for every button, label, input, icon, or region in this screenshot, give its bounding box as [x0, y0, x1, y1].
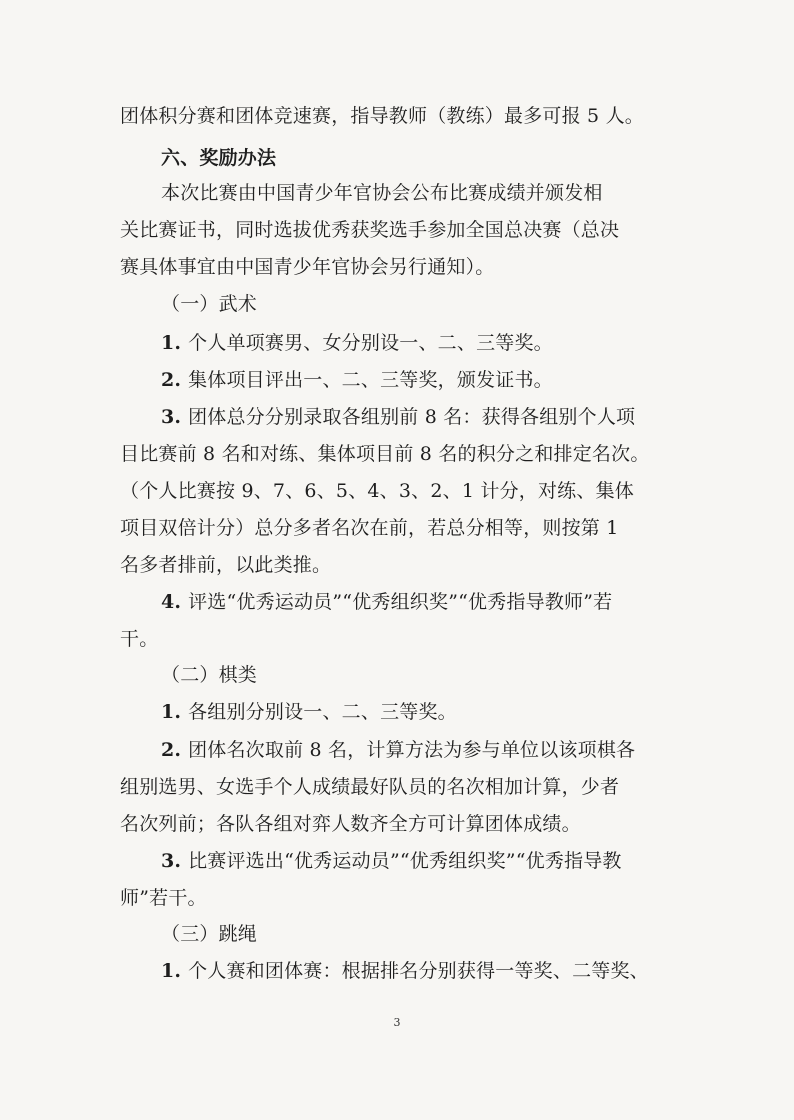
text-line: 目比赛前 8 名和对练、集体项目前 8 名的积分之和排定名次。	[120, 443, 650, 465]
section-heading: 六、奖励办法	[161, 147, 277, 169]
list-item: 4. 评选“优秀运动员”“优秀组织奖”“优秀指导教师”若	[161, 591, 613, 613]
text-line: （个人比赛按 9、7、6、5、4、3、2、1 计分，对练、集体	[120, 480, 634, 502]
text-line: 赛具体事宜由中国青少年官协会另行通知）。	[120, 256, 495, 278]
subheading: （二）棋类	[161, 664, 258, 686]
subheading: （三）跳绳	[161, 923, 258, 945]
list-item: 3. 团体总分分别录取各组别前 8 名：获得各组别个人项	[161, 406, 636, 428]
list-item: 2. 团体名次取前 8 名，计算方法为参与单位以该项棋各	[161, 739, 636, 761]
list-item: 3. 比赛评选出“优秀运动员”“优秀组织奖”“优秀指导教	[161, 850, 622, 872]
text-line: 项目双倍计分）总分多者名次在前，若总分相等，则按第 1	[120, 517, 619, 539]
text-line: 名多者排前，以此类推。	[120, 554, 332, 576]
list-item: 1. 各组别分别设一、二、三等奖。	[161, 701, 457, 723]
text-line: 干。	[120, 628, 159, 650]
page-number: 3	[393, 1016, 401, 1029]
text-line: 本次比赛由中国青少年官协会公布比赛成绩并颁发相	[161, 182, 603, 204]
list-item: 2. 集体项目评出一、二、三等奖，颁发证书。	[161, 369, 553, 391]
text-line: 师”若干。	[120, 887, 207, 909]
text-line: 关比赛证书，同时选拔优秀获奖选手参加全国总决赛（总决	[120, 219, 620, 241]
subheading: （一）武术	[161, 293, 258, 315]
list-item: 1. 个人赛和团体赛：根据排名分别获得一等奖、二等奖、	[161, 960, 649, 982]
text-line: 团体积分赛和团体竞速赛，指导教师（教练）最多可报 5 人。	[120, 105, 644, 127]
list-item: 1. 个人单项赛男、女分别设一、二、三等奖。	[161, 332, 553, 354]
text-line: 名次列前；各队各组对弈人数齐全方可计算团体成绩。	[120, 813, 581, 835]
text-line: 组别选男、女选手个人成绩最好队员的名次相加计算，少者	[120, 776, 620, 798]
